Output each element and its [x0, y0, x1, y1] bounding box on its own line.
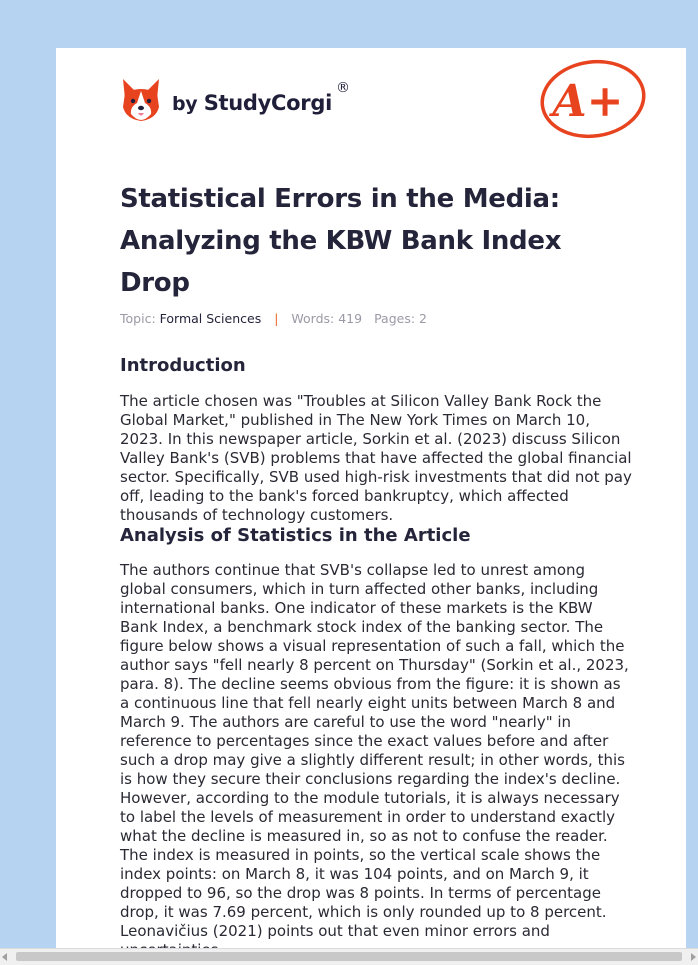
- scroll-left-icon[interactable]: [2, 953, 7, 961]
- brand-by-text: by: [172, 93, 204, 115]
- studycorgi-logo[interactable]: [120, 76, 350, 124]
- brand-name-text: StudyCorgi: [203, 91, 332, 115]
- brand-name: [172, 91, 332, 115]
- section-paragraph-introduction: The article chosen was "Troubles at Silicon Valley Bank Rock the Global Market," published in The New York Times on March 10, 2023. In this newspaper article, Sorkin et al. (2023) discuss Silicon Valley Bank's (SVB) problems that have affected the global financial sector. Specifically, SVB used high-risk investments that did not pay off, leading to the bank's forced bankruptcy, which affected thousands of technology customers.: [120, 392, 632, 524]
- section-paragraph-analysis: The authors continue that SVB's collapse led to unrest among global consumers, which in turn affected other banks, including international banks. One indicator of these markets is the KBW Bank Index, a benchmark stock index of the banking sector. The figure below shows a visual representation of such a fall, which the author says "fell nearly 8 percent on Thursday" (Sorkin et al., 2023, para. 8). The decline seems obvious from the figure: it is shown as a continuous line that fell nearly eight units between March 8 and March 9. The authors are careful to use the word "nearly" in reference to percentages since the exact values before and after such a drop may give a slightly different result; in other words, this is how they secure their conclusions regarding the index's decline. However, according to the module tutorials, it is always necessary to label the levels of measurement in order to understand exactly what the decline is measured in, so as not to confuse the reader. The index is measured in points, so the vertical scale shows the index points: on March 8, it was 104 points, and on March 9, it dropped to 96, so the drop was 8 points. In terms of percentage drop, it was 7.69 percent, which is only rounded up to 8 percent. Leonavičius (2021) points out that even minor errors and: [120, 561, 629, 940]
- meta-separator: |: [274, 311, 279, 326]
- document-meta: [120, 311, 427, 326]
- document-page: [56, 48, 686, 964]
- a-plus-grade-stamp: [538, 58, 648, 140]
- scrollbar-thumb[interactable]: [16, 952, 682, 961]
- document-title: Statistical Errors in the Media: Analyzing the KBW Bank Index Drop: [120, 184, 562, 298]
- scroll-right-icon[interactable]: [691, 953, 696, 961]
- topic-label: Topic:: [120, 311, 156, 326]
- section-heading-analysis: Analysis of Statistics in the Article: [120, 525, 471, 546]
- horizontal-scrollbar[interactable]: [0, 948, 698, 965]
- registered-mark: ®: [335, 80, 350, 96]
- section-heading-introduction: Introduction: [120, 355, 246, 376]
- page-count: Pages: 2: [374, 311, 427, 326]
- grade-stamp-text: A+: [552, 76, 624, 127]
- corgi-icon: [120, 77, 162, 123]
- topic-link[interactable]: Formal Sciences: [159, 311, 262, 326]
- word-count: Words: 419: [291, 311, 363, 326]
